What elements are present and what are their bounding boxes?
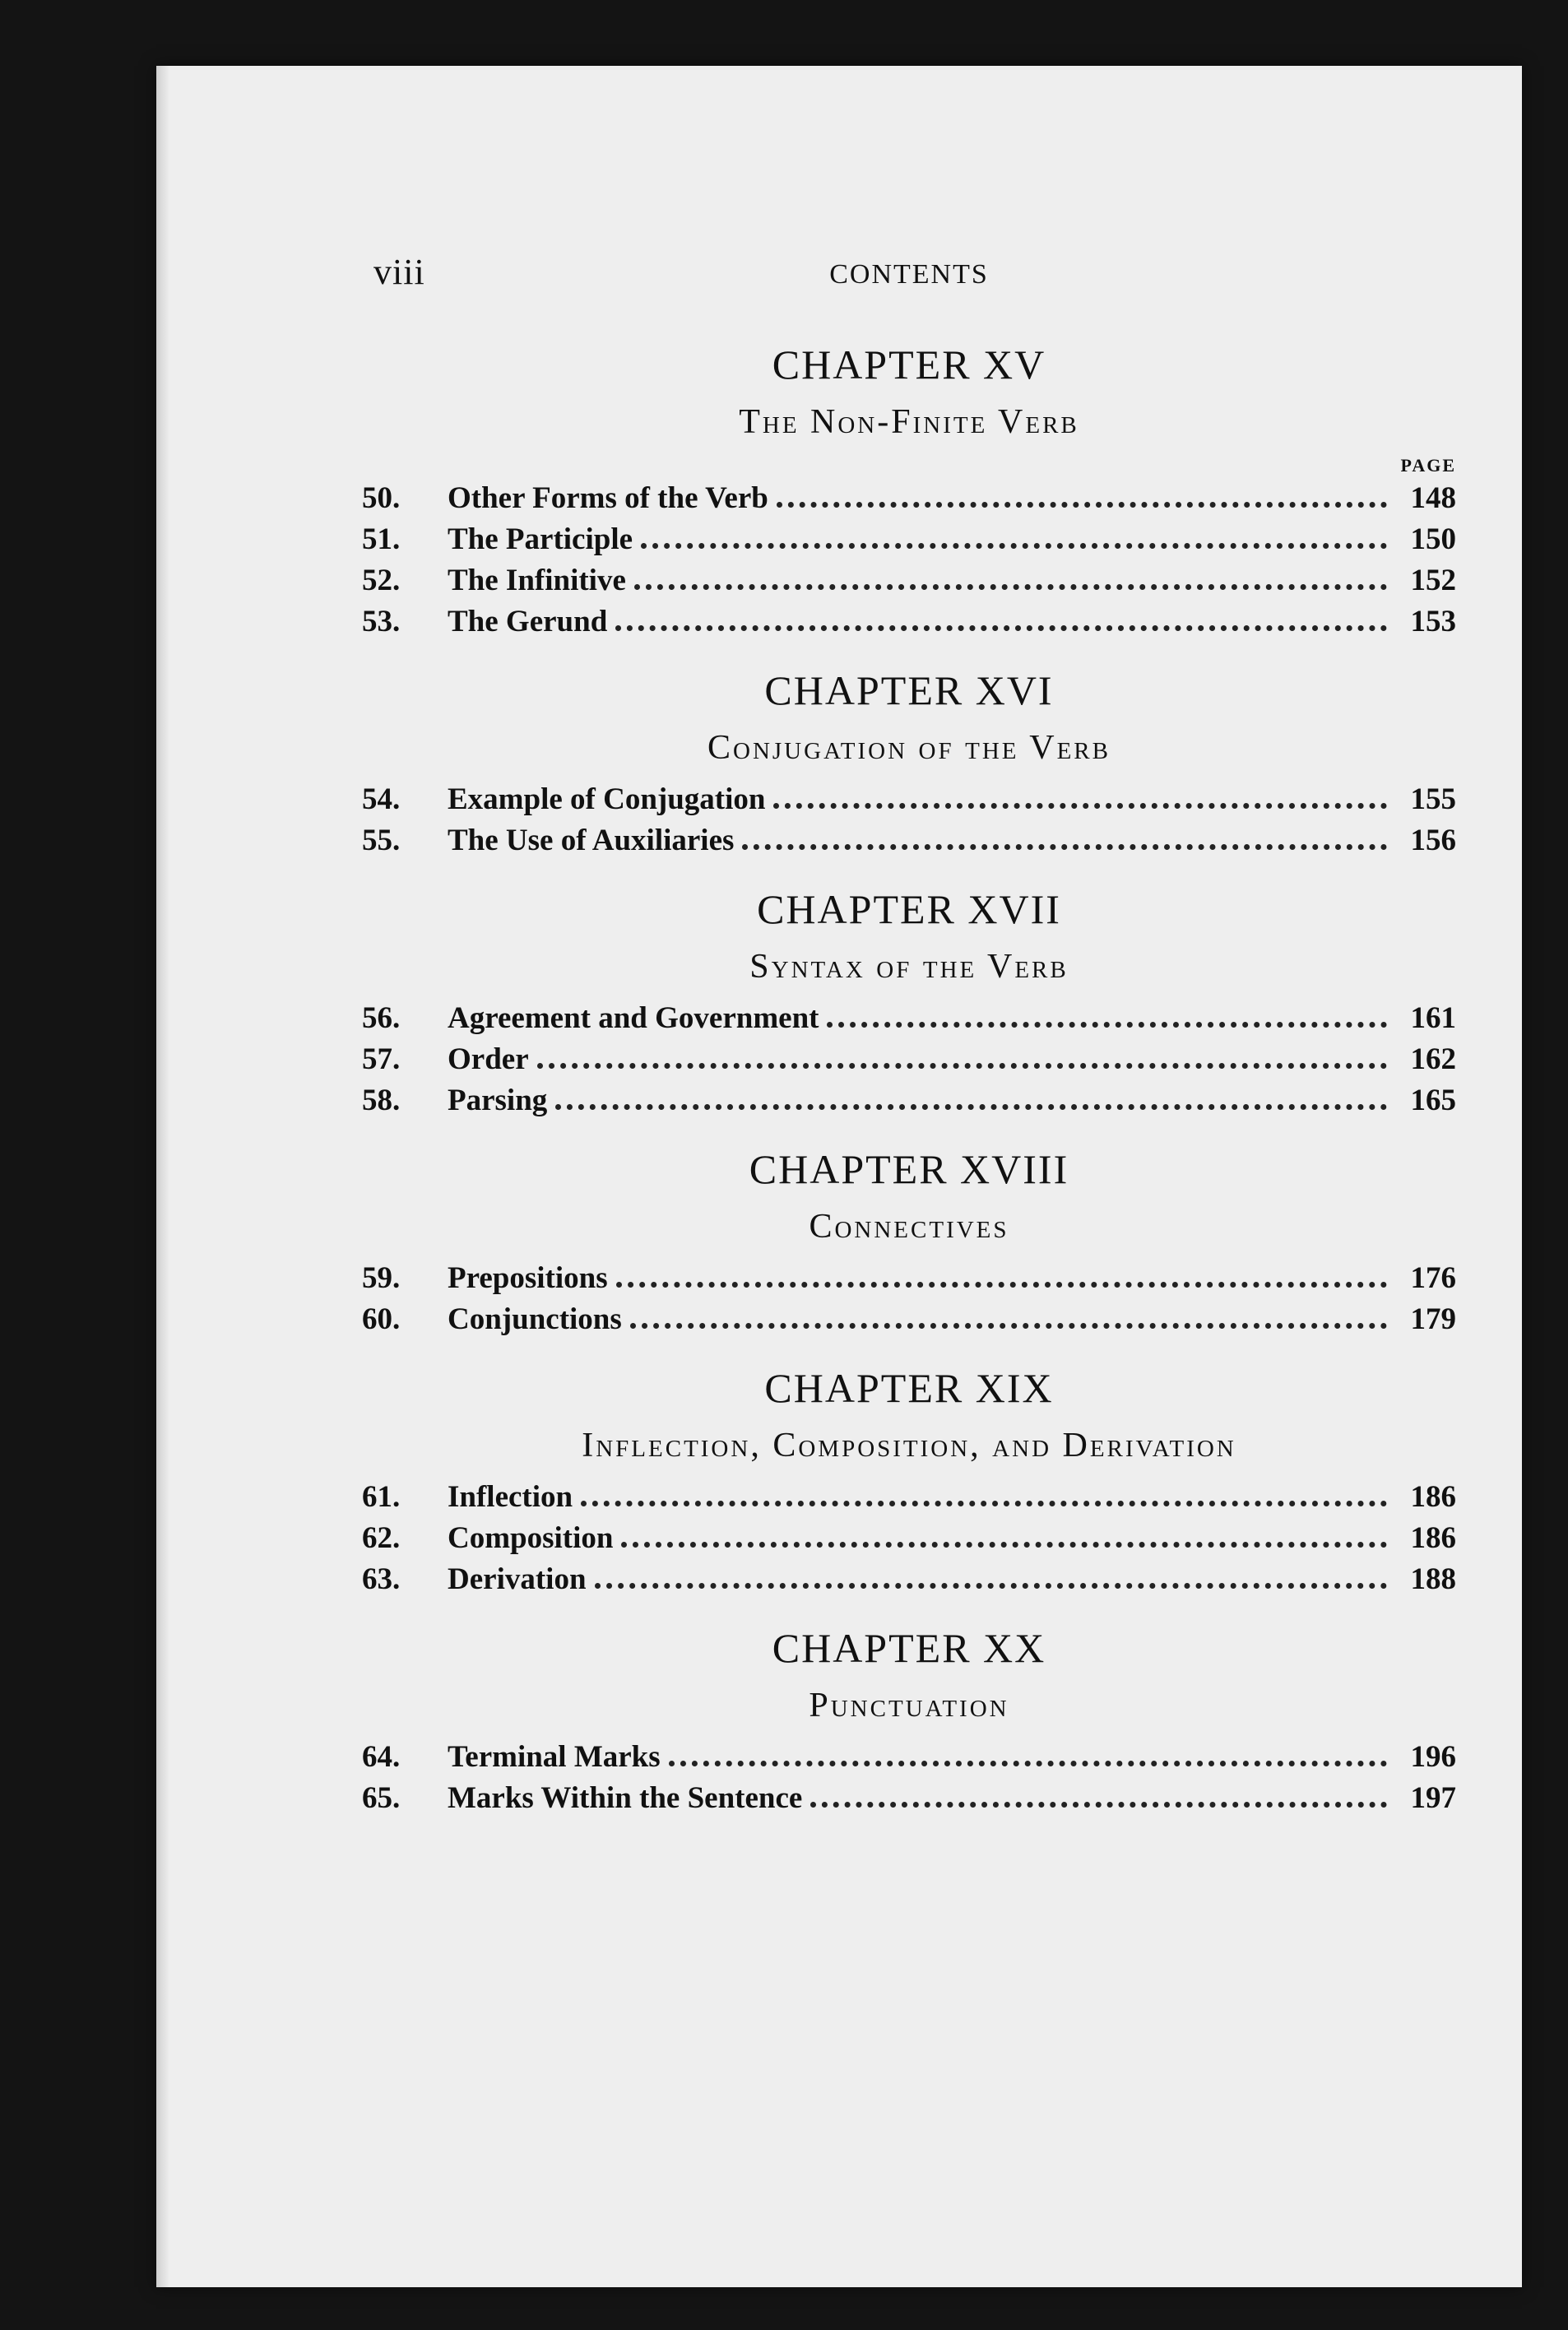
entry-page-number: 148 bbox=[1410, 481, 1456, 515]
entry-number: 60. bbox=[362, 1302, 401, 1336]
chapter-subtitle: Connectives bbox=[809, 1208, 1009, 1246]
chapter-title: CHAPTER XX bbox=[772, 1625, 1046, 1671]
dot-leader bbox=[581, 1501, 1387, 1506]
chapter-title: CHAPTER XV bbox=[772, 341, 1046, 388]
entry-list bbox=[362, 998, 1456, 1121]
entry-title: Other Forms of the Verb bbox=[448, 481, 768, 515]
toc-entry bbox=[362, 1737, 1456, 1778]
entry-list bbox=[362, 1258, 1456, 1340]
chapter-title: CHAPTER XVI bbox=[764, 667, 1054, 713]
dot-leader bbox=[537, 1063, 1387, 1069]
entry-title: Example of Conjugation bbox=[448, 782, 766, 816]
chapter-section bbox=[362, 335, 1456, 643]
chapter-list bbox=[362, 335, 1456, 1819]
entry-page-number: 186 bbox=[1410, 1521, 1456, 1555]
toc-entry bbox=[362, 1559, 1456, 1600]
chapter-subtitle: Syntax of the Verb bbox=[749, 948, 1069, 986]
entry-number: 57. bbox=[362, 1042, 401, 1076]
toc-entry bbox=[362, 1039, 1456, 1080]
running-head: CONTENTS bbox=[829, 259, 989, 290]
entry-number: 59. bbox=[362, 1261, 401, 1295]
toc-entry bbox=[362, 1299, 1456, 1340]
page-column-label: PAGE bbox=[1400, 455, 1456, 476]
entry-number: 58. bbox=[362, 1084, 401, 1117]
entry-page-number: 188 bbox=[1410, 1562, 1456, 1596]
entry-title: Parsing bbox=[448, 1084, 548, 1117]
toc-entry bbox=[362, 1080, 1456, 1121]
entry-number: 53. bbox=[362, 605, 401, 638]
dot-leader bbox=[641, 543, 1387, 549]
entry-list bbox=[362, 478, 1456, 643]
chapter-section bbox=[362, 1358, 1456, 1600]
chapter-title: CHAPTER XIX bbox=[764, 1365, 1054, 1411]
entry-title: Order bbox=[448, 1042, 529, 1076]
entry-title: Agreement and Government bbox=[448, 1001, 819, 1035]
entry-number: 63. bbox=[362, 1562, 401, 1596]
toc-entry bbox=[362, 519, 1456, 560]
toc-entry bbox=[362, 1477, 1456, 1518]
toc-entry bbox=[362, 1258, 1456, 1299]
toc-entry bbox=[362, 998, 1456, 1039]
entry-list bbox=[362, 1737, 1456, 1819]
toc-entry bbox=[362, 820, 1456, 861]
entry-page-number: 162 bbox=[1410, 1042, 1456, 1076]
entry-title: Composition bbox=[448, 1521, 614, 1555]
entry-title: Conjunctions bbox=[448, 1302, 622, 1336]
entry-page-number: 155 bbox=[1410, 782, 1456, 816]
entry-number: 56. bbox=[362, 1001, 401, 1035]
dot-leader bbox=[827, 1022, 1387, 1028]
entry-page-number: 152 bbox=[1410, 564, 1456, 597]
entry-page-number: 161 bbox=[1410, 1001, 1456, 1035]
entry-page-number: 165 bbox=[1410, 1084, 1456, 1117]
dot-leader bbox=[616, 1282, 1387, 1288]
entry-page-number: 156 bbox=[1410, 824, 1456, 857]
contents-body bbox=[362, 251, 1456, 1819]
entry-title: The Infinitive bbox=[448, 564, 626, 597]
dot-leader bbox=[555, 1104, 1387, 1110]
dot-leader bbox=[634, 584, 1387, 590]
dot-leader bbox=[621, 1542, 1387, 1548]
entry-page-number: 179 bbox=[1410, 1302, 1456, 1336]
entry-page-number: 197 bbox=[1410, 1781, 1456, 1815]
entry-number: 64. bbox=[362, 1740, 401, 1774]
chapter-subtitle: Inflection, Composition, and Derivation bbox=[582, 1427, 1236, 1464]
chapter-subtitle: Conjugation of the Verb bbox=[707, 729, 1111, 767]
entry-title: The Use of Auxiliaries bbox=[448, 824, 735, 857]
entry-number: 50. bbox=[362, 481, 401, 515]
dot-leader bbox=[615, 625, 1387, 631]
toc-entry bbox=[362, 779, 1456, 820]
chapter-subtitle: The Non-Finite Verb bbox=[739, 403, 1079, 441]
entry-number: 62. bbox=[362, 1521, 401, 1555]
chapter-title: CHAPTER XVIII bbox=[749, 1146, 1069, 1192]
entry-page-number: 150 bbox=[1410, 522, 1456, 556]
dot-leader bbox=[742, 844, 1387, 850]
page-folio: viii bbox=[373, 252, 425, 292]
entry-page-number: 176 bbox=[1410, 1261, 1456, 1295]
chapter-section bbox=[362, 880, 1456, 1121]
entry-number: 52. bbox=[362, 564, 401, 597]
toc-entry bbox=[362, 601, 1456, 643]
entry-title: Inflection bbox=[448, 1480, 573, 1514]
entry-page-number: 153 bbox=[1410, 605, 1456, 638]
chapter-title: CHAPTER XVII bbox=[757, 886, 1061, 932]
entry-title: Derivation bbox=[448, 1562, 587, 1596]
toc-entry bbox=[362, 560, 1456, 601]
entry-title: The Participle bbox=[448, 522, 633, 556]
dot-leader bbox=[777, 502, 1387, 508]
toc-entry bbox=[362, 1778, 1456, 1819]
entry-page-number: 196 bbox=[1410, 1740, 1456, 1774]
dot-leader bbox=[773, 803, 1387, 809]
chapter-subtitle: Punctuation bbox=[809, 1687, 1009, 1724]
entry-number: 55. bbox=[362, 824, 401, 857]
entry-number: 61. bbox=[362, 1480, 401, 1514]
dot-leader bbox=[595, 1583, 1387, 1589]
entry-title: Terminal Marks bbox=[448, 1740, 661, 1774]
entry-number: 65. bbox=[362, 1781, 401, 1815]
entry-title: The Gerund bbox=[448, 605, 608, 638]
book-page bbox=[156, 66, 1522, 2287]
dot-leader bbox=[630, 1323, 1387, 1329]
entry-page-number: 186 bbox=[1410, 1480, 1456, 1514]
entry-list bbox=[362, 1477, 1456, 1600]
dot-leader bbox=[810, 1802, 1387, 1808]
entry-number: 51. bbox=[362, 522, 401, 556]
toc-entry bbox=[362, 1518, 1456, 1559]
chapter-section bbox=[362, 661, 1456, 861]
dot-leader bbox=[669, 1761, 1387, 1766]
entry-list bbox=[362, 779, 1456, 861]
toc-entry bbox=[362, 478, 1456, 519]
entry-number: 54. bbox=[362, 782, 401, 816]
entry-title: Prepositions bbox=[448, 1261, 608, 1295]
page-header bbox=[362, 251, 1456, 317]
entry-title: Marks Within the Sentence bbox=[448, 1781, 803, 1815]
chapter-section bbox=[362, 1139, 1456, 1340]
chapter-section bbox=[362, 1618, 1456, 1819]
